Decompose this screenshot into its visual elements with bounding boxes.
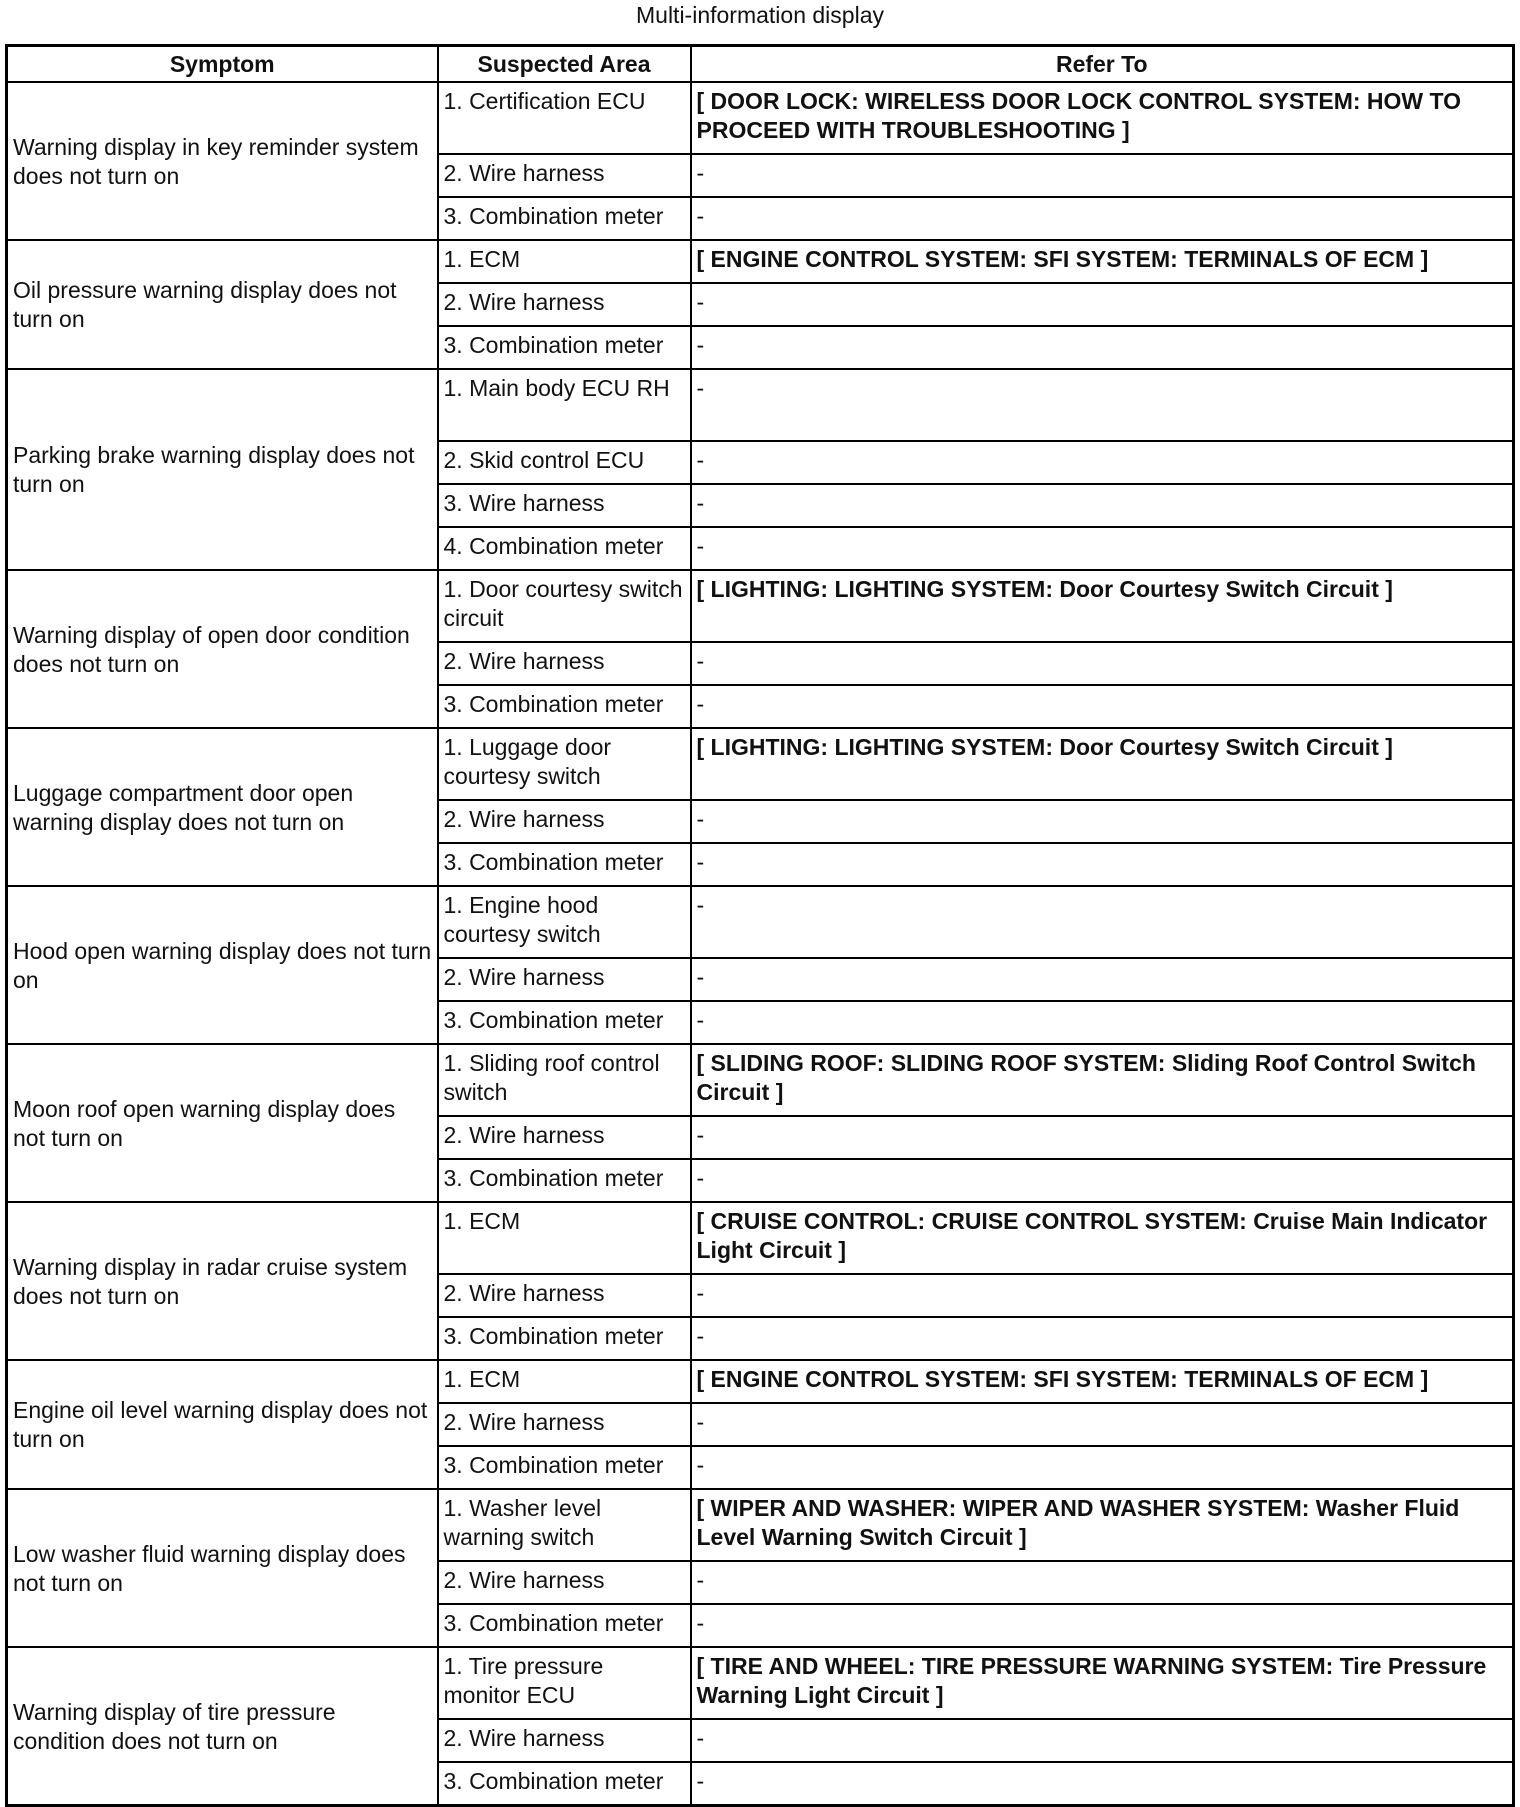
refer-to-cell: - [691, 958, 1514, 1001]
refer-to-link[interactable]: [ LIGHTING: LIGHTING SYSTEM: Door Courtesy Switch Circuit ] [691, 570, 1514, 642]
suspected-area-cell: 1. Sliding roof control switch [438, 1044, 691, 1116]
refer-to-cell: - [691, 1116, 1514, 1159]
symptom-cell: Warning display of tire pressure condition does not turn on [7, 1647, 438, 1806]
refer-to-cell: - [691, 197, 1514, 240]
troubleshooting-table [5, 44, 1515, 1807]
page-title: Multi-information display [636, 2, 884, 28]
suspected-area-cell: 2. Wire harness [438, 1116, 691, 1159]
suspected-area-cell: 2. Wire harness [438, 642, 691, 685]
suspected-area-cell: 3. Combination meter [438, 1317, 691, 1360]
suspected-area-cell: 3. Combination meter [438, 1446, 691, 1489]
refer-to-cell: - [691, 326, 1514, 369]
symptom-cell: Warning display in radar cruise system does not turn on [7, 1202, 438, 1360]
table-row [7, 1489, 1514, 1561]
refer-to-link[interactable]: [ CRUISE CONTROL: CRUISE CONTROL SYSTEM: Cruise Main Indicator Light Circuit ] [691, 1202, 1514, 1274]
header-suspected-area: Suspected Area [438, 46, 691, 83]
suspected-area-cell: 1. Washer level warning switch [438, 1489, 691, 1561]
suspected-area-cell: 2. Wire harness [438, 1719, 691, 1762]
refer-to-cell: - [691, 1604, 1514, 1647]
suspected-area-cell: 2. Wire harness [438, 958, 691, 1001]
suspected-area-cell: 4. Combination meter [438, 527, 691, 570]
suspected-area-cell: 3. Combination meter [438, 1001, 691, 1044]
suspected-area-cell: 1. Door courtesy switch circuit [438, 570, 691, 642]
suspected-area-cell: 3. Combination meter [438, 326, 691, 369]
suspected-area-cell: 2. Wire harness [438, 154, 691, 197]
refer-to-cell: - [691, 283, 1514, 326]
symptom-cell: Parking brake warning display does not turn on [7, 369, 438, 570]
refer-to-link[interactable]: [ ENGINE CONTROL SYSTEM: SFI SYSTEM: TERMINALS OF ECM ] [691, 1360, 1514, 1403]
refer-to-cell: - [691, 154, 1514, 197]
suspected-area-cell: 3. Combination meter [438, 685, 691, 728]
refer-to-link[interactable]: [ ENGINE CONTROL SYSTEM: SFI SYSTEM: TERMINALS OF ECM ] [691, 240, 1514, 283]
suspected-area-cell: 1. Tire pressure monitor ECU [438, 1647, 691, 1719]
symptom-cell: Engine oil level warning display does not turn on [7, 1360, 438, 1489]
suspected-area-cell: 3. Wire harness [438, 484, 691, 527]
symptom-cell: Oil pressure warning display does not turn on [7, 240, 438, 369]
table-row [7, 369, 1514, 441]
refer-to-cell: - [691, 1561, 1514, 1604]
refer-to-cell: - [691, 1159, 1514, 1202]
table-row [7, 82, 1514, 154]
symptom-cell: Luggage compartment door open warning display does not turn on [7, 728, 438, 886]
refer-to-cell: - [691, 441, 1514, 484]
refer-to-cell: - [691, 1274, 1514, 1317]
refer-to-cell: - [691, 1001, 1514, 1044]
symptom-cell: Moon roof open warning display does not turn on [7, 1044, 438, 1202]
refer-to-cell: - [691, 800, 1514, 843]
suspected-area-cell: 2. Wire harness [438, 283, 691, 326]
header-symptom: Symptom [7, 46, 438, 83]
suspected-area-cell: 3. Combination meter [438, 197, 691, 240]
suspected-area-cell: 1. Engine hood courtesy switch [438, 886, 691, 958]
suspected-area-cell: 2. Wire harness [438, 1274, 691, 1317]
symptom-cell: Warning display in key reminder system does not turn on [7, 82, 438, 240]
suspected-area-cell: 3. Combination meter [438, 1762, 691, 1806]
suspected-area-cell: 2. Skid control ECU [438, 441, 691, 484]
suspected-area-cell: 1. ECM [438, 240, 691, 283]
table-row [7, 1647, 1514, 1719]
suspected-area-cell: 2. Wire harness [438, 800, 691, 843]
refer-to-link[interactable]: [ SLIDING ROOF: SLIDING ROOF SYSTEM: Sliding Roof Control Switch Circuit ] [691, 1044, 1514, 1116]
suspected-area-cell: 3. Combination meter [438, 1159, 691, 1202]
suspected-area-cell: 1. Luggage door courtesy switch [438, 728, 691, 800]
refer-to-link[interactable]: [ TIRE AND WHEEL: TIRE PRESSURE WARNING SYSTEM: Tire Pressure Warning Light Circuit ] [691, 1647, 1514, 1719]
table-row [7, 240, 1514, 283]
symptom-cell: Low washer fluid warning display does not turn on [7, 1489, 438, 1647]
table-row [7, 886, 1514, 958]
suspected-area-cell: 3. Combination meter [438, 843, 691, 886]
table-row [7, 1360, 1514, 1403]
table-row [7, 1044, 1514, 1116]
refer-to-cell: - [691, 642, 1514, 685]
suspected-area-cell: 3. Combination meter [438, 1604, 691, 1647]
suspected-area-cell: 2. Wire harness [438, 1561, 691, 1604]
suspected-area-cell: 2. Wire harness [438, 1403, 691, 1446]
header-refer-to: Refer To [691, 46, 1514, 83]
refer-to-link[interactable]: [ LIGHTING: LIGHTING SYSTEM: Door Courtesy Switch Circuit ] [691, 728, 1514, 800]
refer-to-cell: - [691, 369, 1514, 441]
refer-to-cell: - [691, 527, 1514, 570]
table-row [7, 1202, 1514, 1274]
suspected-area-cell: 1. Certification ECU [438, 82, 691, 154]
symptom-cell: Warning display of open door condition does not turn on [7, 570, 438, 728]
refer-to-link[interactable]: [ WIPER AND WASHER: WIPER AND WASHER SYSTEM: Washer Fluid Level Warning Switch Circuit ] [691, 1489, 1514, 1561]
refer-to-cell: - [691, 843, 1514, 886]
refer-to-cell: - [691, 1762, 1514, 1806]
refer-to-cell: - [691, 1403, 1514, 1446]
symptom-cell: Hood open warning display does not turn on [7, 886, 438, 1044]
refer-to-cell: - [691, 1719, 1514, 1762]
refer-to-link[interactable]: [ DOOR LOCK: WIRELESS DOOR LOCK CONTROL SYSTEM: HOW TO PROCEED WITH TROUBLESHOOTING ] [691, 82, 1514, 154]
suspected-area-cell: 1. ECM [438, 1202, 691, 1274]
header-row [7, 46, 1514, 83]
refer-to-cell: - [691, 484, 1514, 527]
refer-to-cell: - [691, 1446, 1514, 1489]
refer-to-cell: - [691, 886, 1514, 958]
table-row [7, 728, 1514, 800]
suspected-area-cell: 1. Main body ECU RH [438, 369, 691, 441]
suspected-area-cell: 1. ECM [438, 1360, 691, 1403]
refer-to-cell: - [691, 685, 1514, 728]
table-row [7, 570, 1514, 642]
refer-to-cell: - [691, 1317, 1514, 1360]
